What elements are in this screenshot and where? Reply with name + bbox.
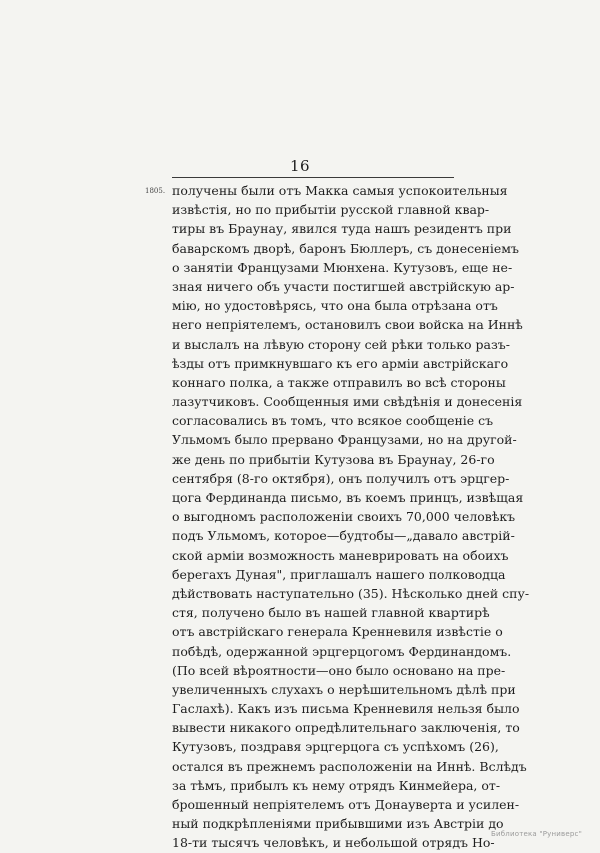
text-line: Кутузовъ, поздравя эрцгерцога съ успѣхомъ (26), <box>172 739 499 755</box>
text-line: ный подкрѣпленіями прибывшими изъ Австріи до <box>172 816 504 832</box>
text-line: Ульмомъ было прервано Французами, но на другой- <box>172 432 517 448</box>
header-rule <box>172 177 454 178</box>
text-line: берегахъ Дуная", приглашалъ нашего полководца <box>172 566 506 582</box>
text-line: баварскомъ дворѣ, баронъ Бюллеръ, съ донесеніемъ <box>172 240 519 256</box>
text-line: остался въ прежнемъ расположеніи на Иннѣ. Вслѣдъ <box>172 758 527 774</box>
text-line: зная ничего объ участи постигшей австрійскую ар- <box>172 278 515 294</box>
text-line: 18-ти тысячъ человѣкъ, и небольшой отрядъ Но- <box>172 835 495 851</box>
text-line: сентября (8-го октября), онъ получилъ отъ эрцгер- <box>172 470 510 486</box>
text-line: стя, получено было въ нашей главной квартирѣ <box>172 605 490 621</box>
text-line: коннаго полка, а также отправилъ во всѣ стороны <box>172 374 506 390</box>
text-line: лазутчиковъ. Сообщенныя ими свѣдѣнія и донесенія <box>172 394 523 410</box>
body-text <box>172 181 530 853</box>
text-line: увеличенныхъ слухахъ о нерѣшительномъ дѣлѣ при <box>172 681 516 697</box>
text-line: же день по прибытіи Кутузова въ Браунау, 26-го <box>172 451 495 467</box>
text-line: побѣдѣ, одержанной эрцгерцогомъ Фердинандомъ. <box>172 643 512 659</box>
text-line: и выслалъ на лѣвую сторону сей рѣки только разъ- <box>172 336 510 352</box>
library-watermark: Библиотека "Руниверс" <box>491 830 582 838</box>
text-line: за тѣмъ, прибылъ къ нему отрядъ Кинмейера, от- <box>172 777 501 793</box>
page-number: 16 <box>289 157 311 175</box>
text-line: согласовались въ томъ, что всякое сообщеніе съ <box>172 413 494 429</box>
text-line: ѣзды отъ примкнувшаго къ его арміи австрійскаго <box>172 355 509 371</box>
text-line: о занятіи Французами Мюнхена. Кутузовъ, еще не- <box>172 259 513 275</box>
text-line: цога Фердинанда письмо, въ коемъ принцъ, извѣщая <box>172 490 524 505</box>
text-line: него непріятелемъ, остановилъ свои войска на Иннѣ <box>172 317 523 333</box>
text-line: тиры въ Браунау, явился туда нашъ резидентъ при <box>172 221 512 237</box>
text-line: отъ австрійскаго генерала Кренневиля извѣстіе о <box>172 624 503 640</box>
text-line: Гаслахѣ). Какъ изъ письма Кренневиля нельзя было <box>172 701 520 717</box>
margin-year-note: 1805. <box>145 187 166 195</box>
text-line: получены были отъ Макка самыя успокоительныя <box>172 183 508 198</box>
text-line: извѣстія, но по прибытіи русской главной квар- <box>172 202 490 218</box>
text-line: о выгодномъ расположеніи своихъ 70,000 человѣкъ <box>172 509 516 525</box>
text-line: ской арміи возможность маневрировать на обоихъ <box>172 547 509 563</box>
text-line: мію, но удостовѣрясь, что она была отрѣзана отъ <box>172 298 498 314</box>
text-line: вывести никакого опредѣлительнаго заключенія, то <box>172 720 520 736</box>
text-line: дѣйствовать наступательно (35). Нѣсколько дней спу- <box>172 585 530 601</box>
text-line: подъ Ульмомъ, которое—будтобы—„давало австрій- <box>172 528 515 544</box>
text-line: брошенный непріятелемъ отъ Донауверта и усилен- <box>172 797 520 812</box>
text-line: (По всей вѣроятности—оно было основано на пре- <box>172 662 506 678</box>
